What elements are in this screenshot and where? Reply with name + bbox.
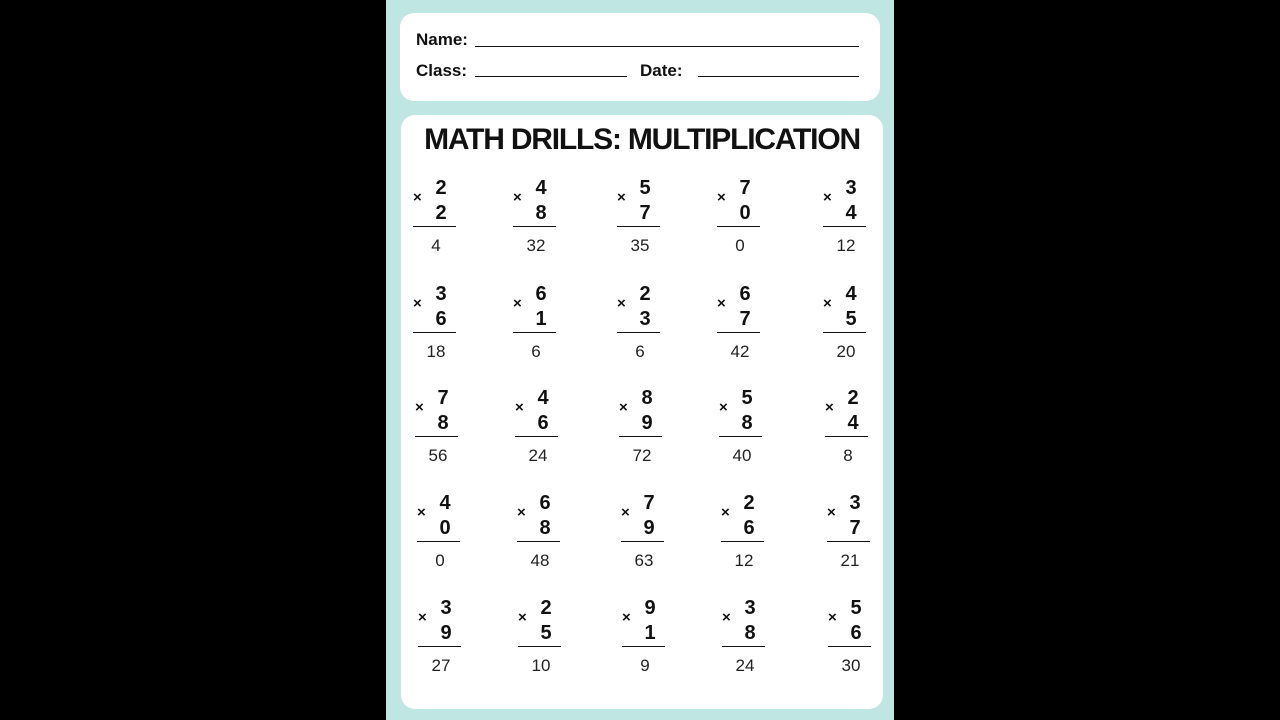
drill-card: [401, 115, 883, 709]
answer-rule-line: [515, 436, 558, 437]
multiply-sign: ×: [828, 609, 837, 626]
multiplication-problem: [823, 283, 883, 373]
product-answer: 21: [840, 551, 860, 570]
multiplication-problem: [418, 597, 478, 687]
multiplication-problem: [413, 177, 473, 267]
answer-rule-line: [517, 541, 560, 542]
answer-rule-line: [717, 332, 760, 333]
product-answer: 40: [732, 446, 752, 465]
worksheet-title: MATH DRILLS: MULTIPLICATION: [424, 123, 860, 156]
worksheet-page: [386, 0, 894, 720]
multiplier: 5: [845, 308, 857, 330]
product-answer: 48: [530, 551, 550, 570]
multiplicand: 3: [435, 283, 447, 305]
multiplication-problem: [513, 283, 573, 373]
multiplier: 4: [847, 412, 859, 434]
answer-rule-line: [825, 436, 868, 437]
multiplier: 0: [739, 202, 751, 224]
multiply-sign: ×: [617, 189, 626, 206]
multiplication-problem: [515, 387, 575, 477]
date-label: Date:: [640, 61, 683, 80]
multiplicand: 2: [743, 492, 755, 514]
multiply-sign: ×: [721, 504, 730, 521]
multiplier: 1: [535, 308, 547, 330]
multiply-sign: ×: [413, 189, 422, 206]
multiplier: 7: [849, 517, 861, 539]
multiplication-problem: [617, 283, 677, 373]
multiplicand: 8: [641, 387, 653, 409]
multiplicand: 5: [639, 177, 651, 199]
product-answer: 12: [734, 551, 754, 570]
multiplication-problem: [823, 177, 883, 267]
answer-rule-line: [621, 541, 664, 542]
answer-rule-line: [413, 226, 456, 227]
multiplication-problem: [513, 177, 573, 267]
multiplier: 1: [644, 622, 656, 644]
product-answer: 24: [528, 446, 548, 465]
multiplier: 8: [744, 622, 756, 644]
product-answer: 42: [730, 342, 750, 361]
answer-rule-line: [722, 646, 765, 647]
answer-rule-line: [828, 646, 871, 647]
multiplier: 8: [741, 412, 753, 434]
product-answer: 0: [735, 236, 745, 255]
date-blank-line: [698, 76, 859, 77]
answer-rule-line: [827, 541, 870, 542]
class-label: Class:: [416, 61, 468, 80]
multiply-sign: ×: [418, 609, 427, 626]
multiplicand: 3: [845, 177, 857, 199]
multiplier: 9: [440, 622, 452, 644]
multiplication-problem: [621, 492, 681, 582]
multiply-sign: ×: [515, 399, 524, 416]
multiplier: 5: [540, 622, 552, 644]
product-answer: 18: [426, 342, 446, 361]
product-answer: 4: [431, 236, 441, 255]
answer-rule-line: [513, 226, 556, 227]
product-answer: 9: [640, 656, 650, 675]
multiplier: 6: [537, 412, 549, 434]
multiplier: 0: [439, 517, 451, 539]
class-blank-line: [475, 76, 627, 77]
multiplicand: 2: [639, 283, 651, 305]
multiplication-problem: [518, 597, 578, 687]
multiplicand: 3: [744, 597, 756, 619]
multiplication-problem: [719, 387, 779, 477]
multiplier: 8: [535, 202, 547, 224]
multiply-sign: ×: [719, 399, 728, 416]
product-answer: 0: [435, 551, 445, 570]
multiplier: 6: [743, 517, 755, 539]
multiplication-problem: [517, 492, 577, 582]
answer-rule-line: [823, 332, 866, 333]
name-label: Name:: [416, 30, 468, 49]
multiplication-problem: [415, 387, 475, 477]
multiply-sign: ×: [717, 189, 726, 206]
product-answer: 27: [431, 656, 451, 675]
product-answer: 30: [841, 656, 861, 675]
multiplication-problem: [413, 283, 473, 373]
multiply-sign: ×: [513, 295, 522, 312]
product-answer: 6: [531, 342, 541, 361]
product-answer: 63: [634, 551, 654, 570]
multiplier: 6: [435, 308, 447, 330]
answer-rule-line: [617, 332, 660, 333]
multiplicand: 2: [435, 177, 447, 199]
multiplier: 7: [739, 308, 751, 330]
answer-rule-line: [721, 541, 764, 542]
name-blank-line: [475, 46, 859, 47]
multiplier: 7: [639, 202, 651, 224]
product-answer: 6: [635, 342, 645, 361]
multiply-sign: ×: [622, 609, 631, 626]
multiplier: 8: [539, 517, 551, 539]
multiply-sign: ×: [617, 295, 626, 312]
product-answer: 20: [836, 342, 856, 361]
multiplicand: 4: [439, 492, 451, 514]
multiply-sign: ×: [823, 189, 832, 206]
multiply-sign: ×: [413, 295, 422, 312]
multiplication-problem: [717, 283, 777, 373]
multiply-sign: ×: [619, 399, 628, 416]
multiplier: 8: [437, 412, 449, 434]
multiplication-problem: [828, 597, 888, 687]
answer-rule-line: [617, 226, 660, 227]
multiplier: 3: [639, 308, 651, 330]
multiplicand: 2: [540, 597, 552, 619]
multiplicand: 7: [643, 492, 655, 514]
multiplicand: 4: [537, 387, 549, 409]
multiplication-problem: [827, 492, 887, 582]
answer-rule-line: [717, 226, 760, 227]
answer-rule-line: [518, 646, 561, 647]
multiplicand: 6: [539, 492, 551, 514]
multiplicand: 7: [739, 177, 751, 199]
product-answer: 56: [428, 446, 448, 465]
multiplication-problem: [622, 597, 682, 687]
multiply-sign: ×: [417, 504, 426, 521]
product-answer: 72: [632, 446, 652, 465]
multiplication-problem: [825, 387, 885, 477]
multiply-sign: ×: [415, 399, 424, 416]
multiplication-problem: [722, 597, 782, 687]
product-answer: 10: [531, 656, 551, 675]
multiplier: 9: [641, 412, 653, 434]
multiplication-problem: [717, 177, 777, 267]
product-answer: 24: [735, 656, 755, 675]
multiplicand: 3: [849, 492, 861, 514]
multiply-sign: ×: [827, 504, 836, 521]
multiplicand: 7: [437, 387, 449, 409]
multiply-sign: ×: [717, 295, 726, 312]
answer-rule-line: [513, 332, 556, 333]
multiply-sign: ×: [825, 399, 834, 416]
product-answer: 35: [630, 236, 650, 255]
multiplication-problem: [619, 387, 679, 477]
student-info-card: [400, 13, 880, 101]
multiplicand: 3: [440, 597, 452, 619]
multiply-sign: ×: [517, 504, 526, 521]
answer-rule-line: [418, 646, 461, 647]
answer-rule-line: [619, 436, 662, 437]
multiplication-problem: [417, 492, 477, 582]
answer-rule-line: [415, 436, 458, 437]
product-answer: 8: [843, 446, 853, 465]
multiplicand: 4: [535, 177, 547, 199]
multiplication-problem: [721, 492, 781, 582]
multiplier: 2: [435, 202, 447, 224]
multiplication-problem: [617, 177, 677, 267]
multiplicand: 4: [845, 283, 857, 305]
multiplier: 9: [643, 517, 655, 539]
multiply-sign: ×: [823, 295, 832, 312]
multiplicand: 2: [847, 387, 859, 409]
answer-rule-line: [417, 541, 460, 542]
multiplicand: 9: [644, 597, 656, 619]
multiply-sign: ×: [513, 189, 522, 206]
multiplicand: 5: [741, 387, 753, 409]
answer-rule-line: [413, 332, 456, 333]
answer-rule-line: [622, 646, 665, 647]
multiplicand: 5: [850, 597, 862, 619]
product-answer: 32: [526, 236, 546, 255]
multiplier: 4: [845, 202, 857, 224]
multiply-sign: ×: [722, 609, 731, 626]
answer-rule-line: [823, 226, 866, 227]
multiplicand: 6: [535, 283, 547, 305]
product-answer: 12: [836, 236, 856, 255]
multiplicand: 6: [739, 283, 751, 305]
answer-rule-line: [719, 436, 762, 437]
multiply-sign: ×: [621, 504, 630, 521]
multiply-sign: ×: [518, 609, 527, 626]
multiplier: 6: [850, 622, 862, 644]
